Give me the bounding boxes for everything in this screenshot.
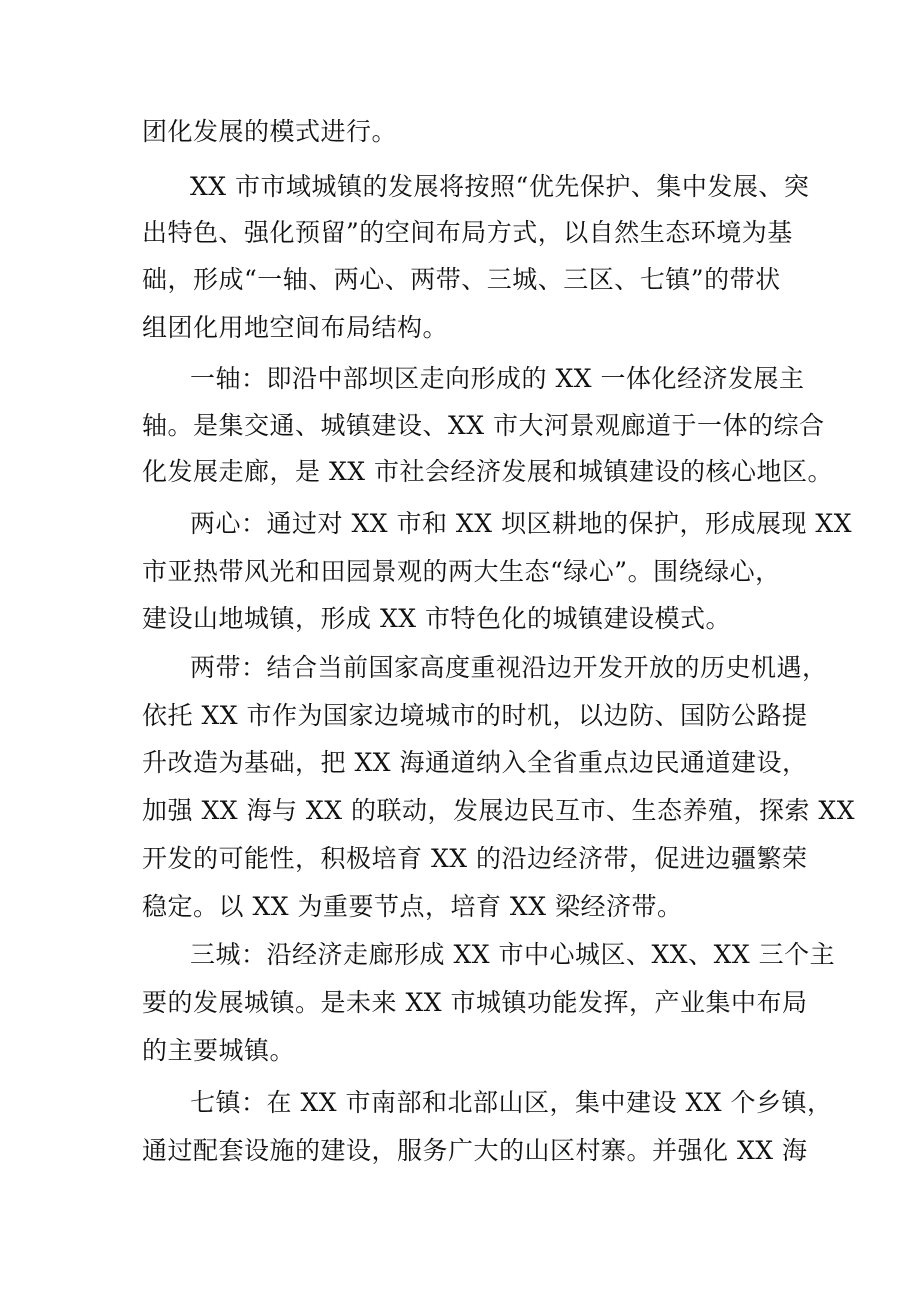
text-line: 组团化用地空间布局结构。 xyxy=(142,313,449,342)
text-line: 市亚热带风光和田园景观的两大生态“绿心”。围绕绿心， xyxy=(142,557,781,586)
text-line: 开发的可能性，积极培育 XX 的沿边经济带，促进边疆繁荣 xyxy=(142,844,808,873)
text-line: 建设山地城镇，形成 XX 市特色化的城镇建设模式。 xyxy=(142,604,731,633)
text-line: 要的发展城镇。是未来 XX 市城镇功能发挥，产业集中布局 xyxy=(142,988,808,1017)
text-line: 两带：结合当前国家高度重视沿边开发开放的历史机遇， xyxy=(190,653,828,682)
text-line: 三城：沿经济走廊形成 XX 市中心城区、XX、XX 三个主 xyxy=(190,940,836,969)
text-line: 通过配套设施的建设，服务广大的山区村寨。并强化 XX 海 xyxy=(142,1136,808,1165)
text-line: 出特色、强化预留”的空间布局方式，以自然生态环境为基 xyxy=(142,218,793,247)
text-line: 加强 XX 海与 XX 的联动，发展边民互市、生态养殖，探索 XX xyxy=(142,796,856,825)
text-line: 轴。是集交通、城镇建设、XX 市大河景观廊道于一体的综合 xyxy=(142,411,825,440)
text-line: 团化发展的模式进行。 xyxy=(142,117,398,146)
text-line: 七镇：在 XX 市南部和北部山区，集中建设 XX 个乡镇， xyxy=(190,1088,833,1117)
text-line: XX 市市域城镇的发展将按照“优先保护、集中发展、突 xyxy=(190,172,810,201)
text-line: 两心：通过对 XX 市和 XX 坝区耕地的保护，形成展现 XX xyxy=(190,509,853,538)
text-line: 化发展走廊，是 XX 市社会经济发展和城镇建设的核心地区。 xyxy=(142,457,833,486)
text-line: 稳定。以 XX 为重要节点，培育 XX 梁经济带。 xyxy=(142,892,683,921)
text-line: 的主要城镇。 xyxy=(142,1036,296,1065)
text-line: 升改造为基础，把 XX 海通道纳入全省重点边民通道建设， xyxy=(142,748,808,777)
text-line: 一轴：即沿中部坝区走向形成的 XX 一体化经济发展主 xyxy=(190,364,805,393)
text-line: 依托 XX 市作为国家边境城市的时机，以边防、国防公路提 xyxy=(142,701,808,730)
text-line: 础，形成“一轴、两心、两带、三城、三区、七镇”的带状 xyxy=(142,265,781,294)
